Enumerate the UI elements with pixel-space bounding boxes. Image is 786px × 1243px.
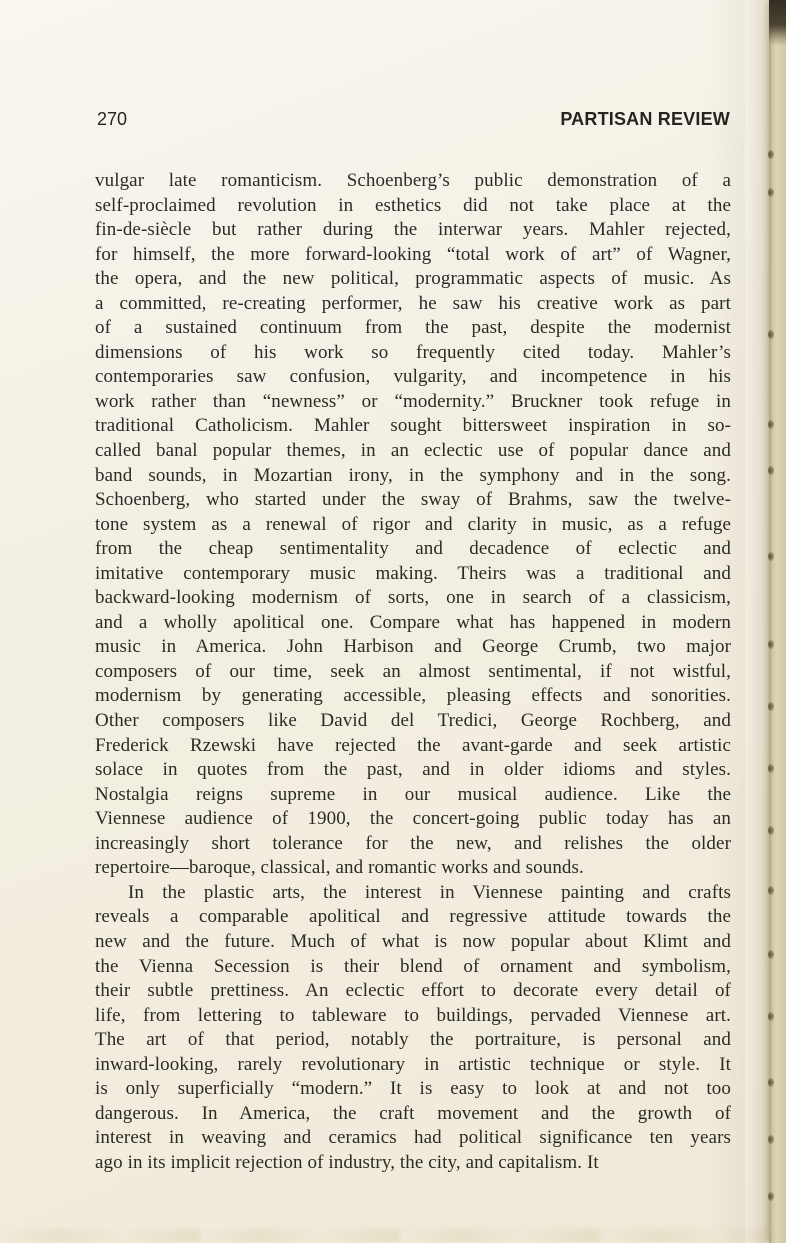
page-edge-speck [768,420,774,429]
text-line: a committed, re-creating performer, he saw his creative work as part [95,292,731,314]
text-line: The art of that period, notably the portraiture, is personal and [95,1029,731,1051]
text-line: solace in quotes from the past, and in older idioms and styles. [95,759,731,781]
text-line: interest in weaving and ceramics had political significance ten years [95,1127,731,1149]
text-line: traditional Catholicism. Mahler sought bittersweet inspiration in so- [95,415,731,437]
text-line: imitative contemporary music making. Theirs was a traditional and [95,562,731,584]
page-edge-speck [768,950,774,959]
text-line: backward-looking modernism of sorts, one in search of a classicism, [95,587,731,609]
text-line: repertoire—baroque, classical, and romantic works and sounds. [95,857,584,879]
page-bottom-shadow [0,1229,771,1243]
page-edge-speck [768,330,774,339]
text-line: for himself, the more forward-looking “total work of art” of Wagner, [95,243,731,265]
book-page-edge [769,0,786,1243]
text-line: Nostalgia reigns supreme in our musical audience. Like the [95,783,731,805]
page-edge-speck [768,886,774,895]
page-edge-speck [768,466,774,475]
page-edge-speck [768,640,774,649]
text-line: and a wholly apolitical one. Compare what has happened in modern [95,611,731,633]
text-line: their subtle prettiness. An eclectic effort to decorate every detail of [95,980,731,1002]
text-line: reveals a comparable apolitical and regressive attitude towards the [95,906,731,928]
text-line: new and the future. Much of what is now popular about Klimt and [95,930,731,952]
page-number: 270 [97,109,128,129]
text-line: music in America. John Harbison and George Crumb, two major [95,636,731,658]
text-line: increasingly short tolerance for the new, and relishes the older [95,832,731,854]
text-line: Schoenberg, who started under the sway of Brahms, saw the twelve- [95,489,731,511]
text-line: Viennese audience of 1900, the concert-going public today has an [95,808,731,830]
text-line: Frederick Rzewski have rejected the avant-garde and seek artistic [95,734,731,756]
page-edge-speck [768,764,774,773]
page-edge-speck [768,702,774,711]
text-line: composers of our time, seek an almost sentimental, if not wistful, [95,660,731,682]
text-line: fin-de-siècle but rather during the interwar years. Mahler rejected, [95,219,731,241]
text-line: from the cheap sentimentality and decadence of eclectic and [95,538,731,560]
page-edge-speck [768,1135,774,1144]
text-line: vulgar late romanticism. Schoenberg’s public demonstration of a [95,170,731,191]
text-line: of a sustained continuum from the past, despite the modernist [95,317,731,339]
text-line: called banal popular themes, in an eclectic use of popular dance and [95,440,731,462]
page-edge-speck [768,1012,774,1021]
text-line: tone system as a renewal of rigor and clarity in music, as a refuge [95,513,731,535]
text-line: dangerous. In America, the craft movement and the growth of [95,1102,731,1124]
text-line: contemporaries saw confusion, vulgarity, and incompetence in his [95,366,731,388]
text-line: dimensions of his work so frequently cited today. Mahler’s [95,341,731,363]
text-line: ago in its implicit rejection of industry, the city, and capitalism. It [95,1151,599,1173]
text-line: modernism by generating accessible, pleasing effects and sonorities. [95,685,731,707]
journal-title: PARTISAN REVIEW [560,109,730,129]
text-line: In the plastic arts, the interest in Viennese painting and crafts [128,881,731,903]
page-edge-speck [768,150,774,159]
page-edge-speck [768,552,774,561]
page-edge-speck [768,1192,774,1201]
text-line: self-proclaimed revolution in esthetics did not take place at the [95,194,731,216]
page-edge-speck [768,1078,774,1087]
text-line: is only superficially “modern.” It is easy to look at and not too [95,1078,731,1100]
text-line: work rather than “newness” or “modernity.” Bruckner took refuge in [95,390,731,412]
running-head [97,109,730,129]
text-line: life, from lettering to tableware to buildings, pervaded Viennese art. [95,1004,731,1026]
text-line: the opera, and the new political, programmatic aspects of music. As [95,268,731,290]
text-line: inward-looking, rarely revolutionary in artistic technique or style. It [95,1053,731,1075]
page-edge-speck [768,188,774,197]
text-line: band sounds, in Mozartian irony, in the symphony and in the song. [95,464,731,486]
text-line: the Vienna Secession is their blend of ornament and symbolism, [95,955,731,977]
page-text [95,169,731,1175]
page-edge-speck [768,826,774,835]
binding-shadow [769,0,786,46]
text-line: Other composers like David del Tredici, George Rochberg, and [95,710,731,732]
